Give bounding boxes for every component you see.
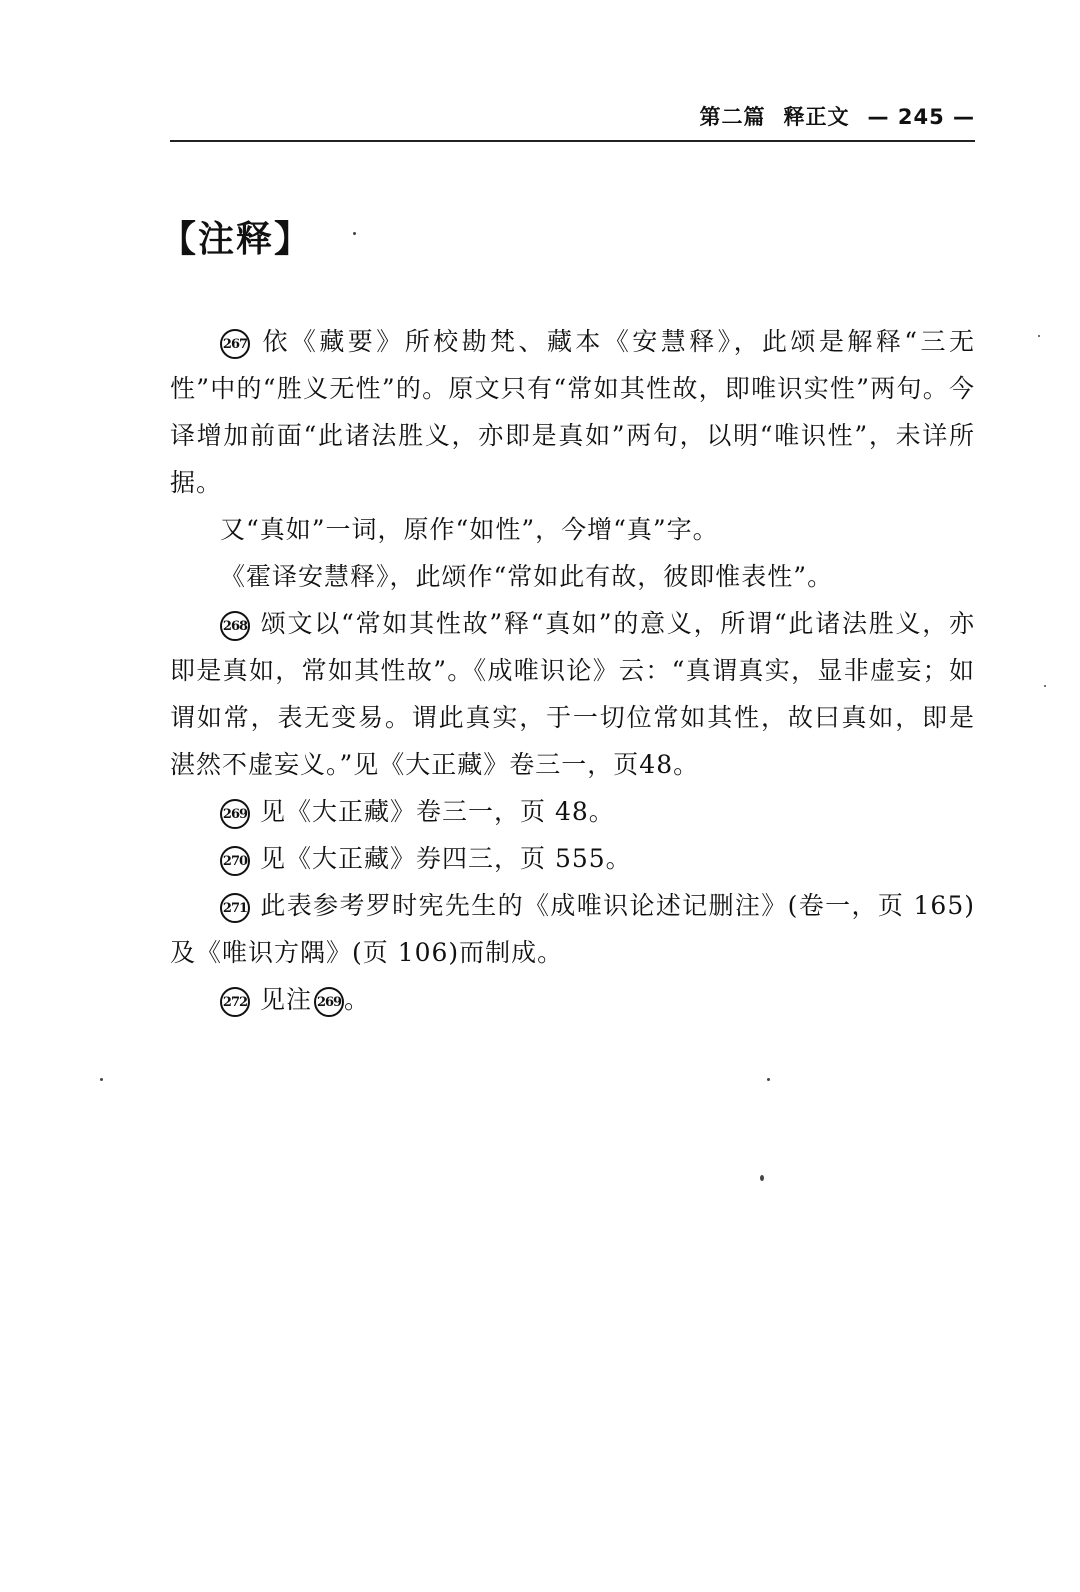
note-number-badge: 268: [220, 611, 250, 641]
note-271: [170, 882, 975, 976]
note-text: 见《大正藏》券四三，页 555。: [260, 844, 632, 873]
note-267-continuation-1: [170, 506, 975, 553]
note-267: [170, 318, 975, 506]
notes-body: [170, 318, 975, 1023]
note-text: 此表参考罗时宪先生的《成唯识论述记删注》(卷一，页 165)及《唯识方隅》(页 106)而制成。: [170, 891, 975, 967]
note-270: [170, 835, 975, 882]
scan-speck: [1038, 335, 1040, 337]
note-number-badge: 269: [220, 799, 250, 829]
scan-speck: [760, 1175, 764, 1181]
note-text: 依《藏要》所校勘梵、藏本《安慧释》，此颂是解释“三无性”中的“胜义无性”的。原文只有“常如其性故，即唯识实性”两句。今译增加前面“此诸法胜义，亦即是真如”两句，以明“唯识性”，未详所据。: [170, 327, 975, 497]
note-number-badge: 271: [220, 893, 250, 923]
note-text: 见《大正藏》卷三一，页 48。: [260, 797, 615, 826]
note-text: 又“真如”一词，原作“如性”，今增“真”字。: [220, 515, 719, 544]
note-269: [170, 788, 975, 835]
note-number-badge: 270: [220, 846, 250, 876]
note-text: 《霍译安慧释》，此颂作“常如此有故，彼即惟表性”。: [220, 562, 834, 591]
note-text: 颂文以“常如其性故”释“真如”的意义，所谓“此诸法胜义，亦即是真如，常如其性故”。《成唯识论》云：“真谓真实，显非虚妄；如谓如常，表无变易。谓此真实，于一切位常如其性，故曰真如，即是湛然不虚妄义。”见《大正藏》卷三一，页48。: [170, 609, 975, 779]
running-header: [170, 102, 975, 142]
scan-speck: [767, 1078, 770, 1081]
note-268: [170, 600, 975, 788]
note-number-badge: 272: [220, 987, 250, 1017]
note-267-continuation-2: [170, 553, 975, 600]
note-text-tail: 。: [344, 985, 371, 1014]
scan-speck: [353, 232, 356, 235]
note-reference-badge: 269: [314, 987, 344, 1017]
header-chapter: 释正文: [783, 105, 850, 129]
note-272: [170, 976, 975, 1023]
page-number: — 245 —: [867, 105, 975, 129]
scan-speck: [1044, 685, 1046, 687]
note-text: 见注: [260, 985, 313, 1014]
note-number-badge: 267: [220, 329, 250, 359]
scan-speck: [100, 1078, 103, 1081]
section-title: 【注释】: [160, 219, 313, 260]
header-part: 第二篇: [699, 105, 766, 129]
